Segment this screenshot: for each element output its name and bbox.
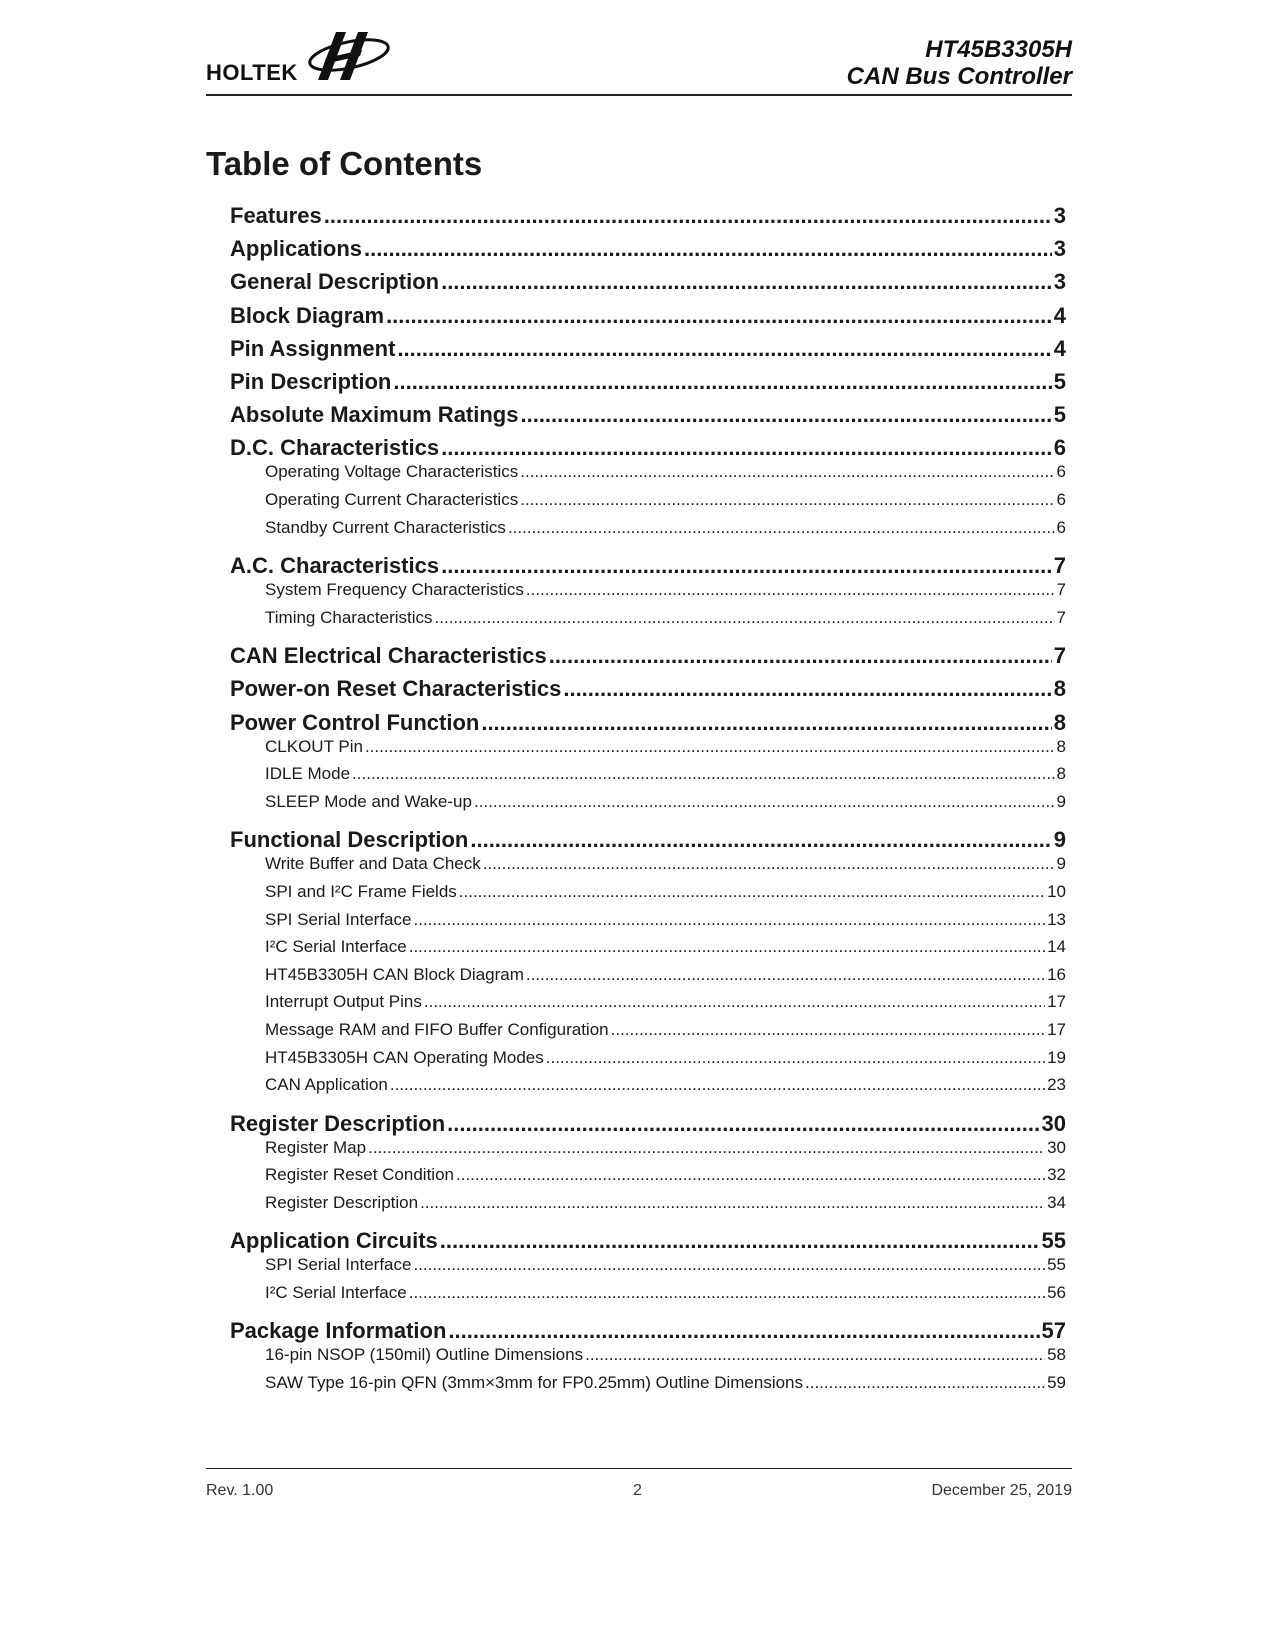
toc-dot-leader (386, 303, 1052, 329)
toc-entry-page: 59 (1047, 1373, 1066, 1392)
toc-entry-title: SPI Serial Interface (265, 909, 412, 929)
toc-subentry[interactable] (265, 1020, 1066, 1040)
toc-entry-page: 9 (1053, 827, 1066, 853)
toc-entry-page: 56 (1047, 1282, 1066, 1302)
toc-entry-page: 3 (1053, 236, 1066, 262)
toc-subentry[interactable] (265, 608, 1066, 628)
toc-entry-title: Register Description (230, 1110, 446, 1136)
toc-dot-leader (413, 910, 1045, 930)
toc-entry[interactable] (230, 269, 1066, 295)
toc-subentry[interactable] (265, 965, 1066, 985)
toc-entry-page: 57 (1041, 1318, 1066, 1344)
toc-subentry[interactable] (265, 937, 1066, 957)
toc-entry[interactable] (230, 1228, 1066, 1254)
page-header (206, 28, 1072, 96)
toc-entry-title: HT45B3305H CAN Block Diagram (265, 964, 524, 984)
toc-entry-page: 7 (1053, 553, 1066, 579)
toc-entry-page: 55 (1047, 1255, 1066, 1275)
toc-dot-leader (520, 402, 1051, 428)
toc-entry-page: 4 (1053, 335, 1066, 361)
toc-subentry[interactable] (265, 490, 1066, 510)
toc-entry-title: A.C. Characteristics (230, 553, 440, 579)
toc-entry-title: Power-on Reset Characteristics (230, 676, 562, 702)
toc-entry-page: 5 (1053, 369, 1066, 394)
toc-entry[interactable] (230, 676, 1066, 702)
part-number: HT45B3305H (925, 36, 1072, 63)
toc-entry-page: 5 (1053, 402, 1066, 428)
toc-subentry[interactable] (265, 764, 1066, 784)
toc-dot-leader (508, 518, 1055, 538)
toc-dot-leader (459, 882, 1045, 902)
toc-subentry[interactable] (265, 1048, 1066, 1068)
toc-entry-page: 19 (1047, 1047, 1066, 1067)
toc-subentry[interactable] (265, 737, 1066, 757)
toc-entry-page: 6 (1056, 490, 1066, 509)
toc-entry[interactable] (230, 710, 1066, 736)
toc-entry-title: Timing Characteristics (265, 607, 433, 627)
toc-subentry[interactable] (265, 1138, 1066, 1158)
toc-entry-page: 3 (1053, 203, 1066, 228)
toc-subentry[interactable] (265, 580, 1066, 600)
toc-entry-page: 7 (1056, 607, 1066, 627)
toc-dot-leader (585, 1345, 1045, 1365)
toc-subentry[interactable] (265, 910, 1066, 930)
toc-dot-leader (368, 1138, 1045, 1158)
toc-entry[interactable] (230, 369, 1066, 395)
toc-entry-page: 7 (1056, 580, 1066, 600)
toc-entry-page: 8 (1056, 764, 1066, 784)
toc-entry-page: 7 (1053, 643, 1066, 669)
toc-entry-title: General Description (230, 269, 440, 295)
toc-dot-leader (324, 203, 1052, 229)
toc-dot-leader (441, 553, 1052, 579)
logo-text: HOLTEK (206, 60, 298, 85)
toc-dot-leader (611, 1020, 1045, 1040)
toc-entry-title: Package Information (230, 1318, 447, 1344)
toc-entry-title: SAW Type 16-pin QFN (3mm×3mm for FP0.25mm) Outline Dimensions (265, 1373, 804, 1392)
toc-dot-leader (393, 369, 1051, 395)
toc-dot-leader (390, 1075, 1045, 1095)
toc-entry-title: SPI Serial Interface (265, 1255, 412, 1275)
document-date: December 25, 2019 (931, 1482, 1072, 1499)
toc-subentry[interactable] (265, 1075, 1066, 1095)
toc-entry-page: 6 (1053, 435, 1066, 461)
toc-dot-leader (483, 854, 1055, 874)
toc-dot-leader (805, 1373, 1045, 1393)
toc-entry-page: 55 (1041, 1228, 1066, 1254)
toc-entry[interactable] (230, 643, 1066, 669)
toc-entry-title: Standby Current Characteristics (265, 517, 506, 537)
toc-entry-page: 8 (1053, 709, 1066, 735)
toc-entry[interactable] (230, 336, 1066, 362)
toc-entry-title: I²C Serial Interface (265, 1282, 407, 1302)
toc-entry-page: 30 (1041, 1110, 1066, 1136)
toc-entry-page: 13 (1047, 909, 1066, 929)
toc-entry-title: Pin Assignment (230, 335, 396, 361)
toc-subentry[interactable] (265, 792, 1066, 812)
toc-dot-leader (365, 737, 1055, 757)
toc-subentry[interactable] (265, 882, 1066, 902)
toc-entry-page: 14 (1047, 937, 1066, 957)
toc-entry-title: 16-pin NSOP (150mil) Outline Dimensions (265, 1345, 584, 1365)
toc-entry-title: System Frequency Characteristics (265, 580, 524, 600)
toc-entry-page: 9 (1056, 791, 1066, 811)
toc-dot-leader (447, 1111, 1039, 1137)
toc-dot-leader (409, 937, 1045, 957)
toc-subentry[interactable] (265, 1255, 1066, 1275)
toc-subentry[interactable] (265, 1283, 1066, 1303)
toc-entry-title: Operating Current Characteristics (265, 490, 519, 509)
toc-entry-title: Block Diagram (230, 302, 385, 328)
toc-dot-leader (546, 1048, 1045, 1068)
toc-entry-page: 4 (1053, 302, 1066, 328)
holtek-logo (206, 28, 406, 90)
footer-divider (206, 1468, 1072, 1469)
toc-entry-title: HT45B3305H CAN Operating Modes (265, 1047, 544, 1067)
revision-label: Rev. 1.00 (206, 1482, 274, 1499)
toc-entry-title: Register Reset Condition (265, 1165, 454, 1185)
document-title (847, 36, 1072, 90)
toc-entry[interactable] (230, 402, 1066, 428)
toc-subentry[interactable] (265, 992, 1066, 1012)
toc-entry-page: 8 (1053, 676, 1066, 702)
toc-title: Table of Contents (206, 145, 483, 182)
toc-dot-leader (563, 676, 1051, 702)
toc-entry-title: CAN Application (265, 1075, 388, 1095)
product-name: CAN Bus Controller (846, 63, 1072, 90)
toc-entry-page: 6 (1056, 517, 1066, 537)
toc-subentry[interactable] (265, 1373, 1066, 1393)
toc-entry-page: 8 (1056, 736, 1066, 756)
toc-entry-title: D.C. Characteristics (230, 435, 440, 461)
toc-dot-leader (526, 580, 1055, 600)
toc-subentry[interactable] (265, 1193, 1066, 1213)
toc-subentry[interactable] (265, 1165, 1066, 1185)
toc-entry-page: 34 (1047, 1192, 1066, 1212)
toc-entry[interactable] (230, 303, 1066, 329)
toc-dot-leader (474, 792, 1055, 812)
toc-entry-title: Absolute Maximum Ratings (230, 402, 519, 428)
toc-entry-title: Features (230, 203, 322, 228)
toc-dot-leader (481, 710, 1051, 736)
toc-entry-page: 58 (1047, 1345, 1066, 1365)
toc-subentry[interactable] (265, 1345, 1066, 1365)
toc-entry-title: SLEEP Mode and Wake-up (265, 791, 472, 811)
toc-entry-page: 30 (1047, 1137, 1066, 1157)
toc-entry-title: I²C Serial Interface (265, 937, 407, 957)
toc-dot-leader (441, 269, 1052, 295)
toc-dot-leader (352, 764, 1054, 784)
toc-entry-title: Applications (230, 236, 363, 262)
toc-entry-title: CAN Electrical Characteristics (230, 643, 547, 669)
toc-subentry[interactable] (265, 518, 1066, 538)
toc-entry-page: 6 (1056, 462, 1066, 482)
toc-dot-leader (448, 1318, 1039, 1344)
toc-entry[interactable] (230, 1318, 1066, 1344)
toc-entry-title: Register Description (265, 1192, 419, 1212)
toc-dot-leader (364, 236, 1052, 262)
toc-entry[interactable] (230, 203, 1066, 229)
toc-entry-page: 9 (1056, 854, 1066, 874)
toc-dot-leader (526, 965, 1045, 985)
toc-subentry[interactable] (265, 462, 1066, 482)
toc-entry-title: Application Circuits (230, 1228, 438, 1254)
toc-dot-leader (456, 1165, 1045, 1185)
toc-entry-page: 32 (1047, 1165, 1066, 1185)
toc-entry-title: CLKOUT Pin (265, 736, 363, 756)
toc-entry-page: 16 (1047, 964, 1066, 984)
toc-entry-title: SPI and I²C Frame Fields (265, 881, 457, 901)
toc-dot-leader (420, 1193, 1045, 1213)
page-number: 2 (633, 1482, 642, 1499)
toc-dot-leader (435, 608, 1055, 628)
toc-entry-title: Pin Description (230, 369, 392, 394)
toc-dot-leader (409, 1283, 1045, 1303)
toc-entry[interactable] (230, 435, 1066, 461)
toc-dot-leader (424, 992, 1045, 1012)
toc-entry-title: Message RAM and FIFO Buffer Configuration (265, 1019, 609, 1039)
toc-dot-leader (440, 1228, 1040, 1254)
toc-dot-leader (520, 490, 1054, 510)
toc-entry-title: Register Map (265, 1137, 367, 1157)
toc-entry-title: Functional Description (230, 827, 469, 853)
toc-dot-leader (441, 435, 1052, 461)
toc-entry-page: 3 (1053, 269, 1066, 295)
toc-dot-leader (397, 336, 1051, 362)
toc-subentry[interactable] (265, 854, 1066, 874)
toc-entry-page: 17 (1047, 1019, 1066, 1039)
toc-entry-title: Operating Voltage Characteristics (265, 462, 519, 482)
toc-dot-leader (413, 1255, 1045, 1275)
toc-dot-leader (520, 462, 1054, 482)
toc-entry-page: 23 (1047, 1075, 1066, 1095)
toc-entry[interactable] (230, 236, 1066, 262)
toc-entry[interactable] (230, 553, 1066, 579)
toc-entry-title: Interrupt Output Pins (265, 992, 422, 1012)
toc-entry-page: 10 (1047, 881, 1066, 901)
toc-entry[interactable] (230, 827, 1066, 853)
toc-entry-page: 17 (1047, 992, 1066, 1012)
header-divider (206, 94, 1072, 96)
toc-dot-leader (470, 827, 1051, 853)
logo-wing-icon (306, 28, 392, 88)
toc-entry[interactable] (230, 1111, 1066, 1137)
toc-entry-title: IDLE Mode (265, 764, 351, 784)
toc-entry-title: Write Buffer and Data Check (265, 854, 481, 874)
toc-entry-title: Power Control Function (230, 709, 480, 735)
toc-dot-leader (549, 643, 1052, 669)
